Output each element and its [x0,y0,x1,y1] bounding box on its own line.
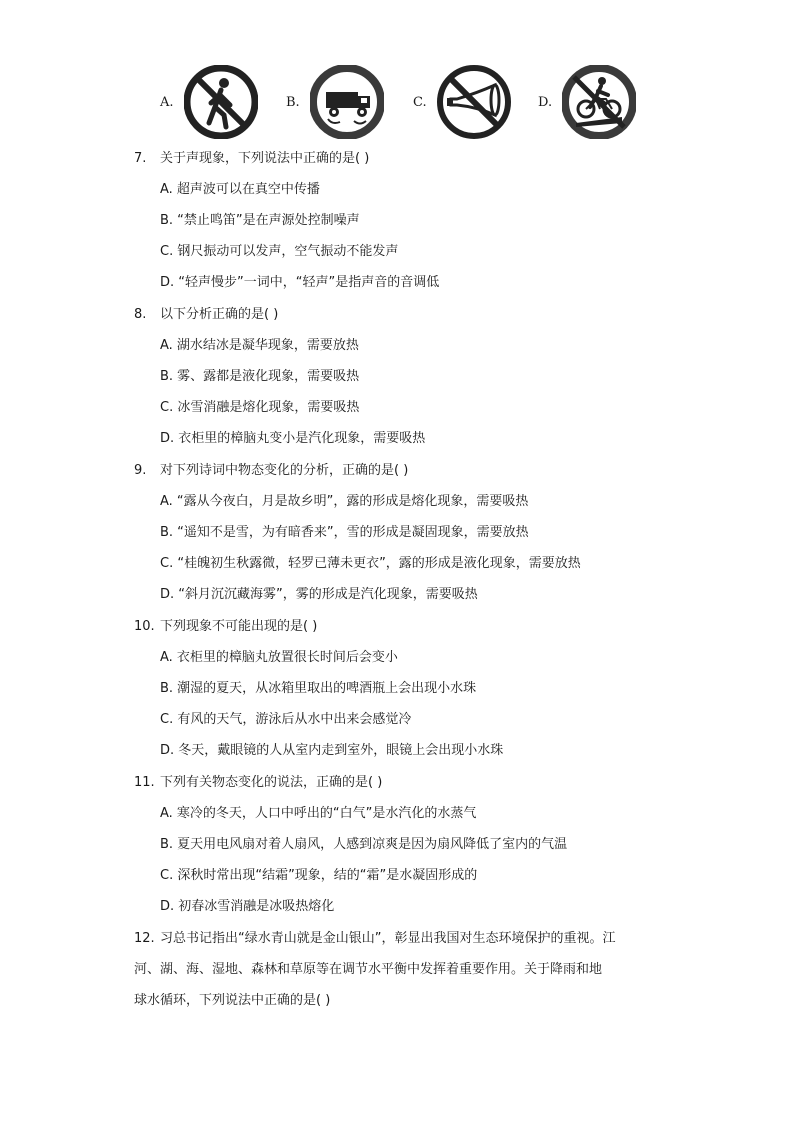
option-c: C. 深秋时常出现“结霜”现象，结的“霜”是水凝固形成的 [160,868,478,883]
sign-options-row [0,62,794,142]
option-d: D. 初春冰雪消融是冰吸热熔化 [160,899,335,914]
option-b: B. 夏天用电风扇对着人扇风，人感到凉爽是因为扇风降低了室内的气温 [160,837,568,852]
sign-option-c [413,62,511,142]
question-number: 10. [134,619,155,634]
question-text: 关于声现象，下列说法中正确的是( ) [160,151,370,166]
question-number: 11. [134,775,155,790]
question-text-line: 习总书记指出“绿水青山就是金山银山”，彰显出我国对生态环境保护的重视。江 [160,931,616,946]
question-number: 9. [134,463,147,478]
option-a: A. 湖水结冰是凝华现象，需要放热 [160,338,359,353]
option-c: C. 有风的天气，游泳后从水中出来会感觉冷 [160,712,412,727]
option-a: A. 超声波可以在真空中传播 [160,182,320,197]
option-c: C. 钢尺振动可以发声，空气振动不能发声 [160,244,399,259]
sign-letter: D. [538,94,553,110]
question-text-line: 球水循环，下列说法中正确的是( ) [134,993,331,1008]
no-pedestrian-icon [184,65,258,139]
question-text: 下列有关物态变化的说法，正确的是( ) [160,775,383,790]
sign-option-b [286,62,384,142]
option-a: A. “露从今夜白，月是故乡明”，露的形成是熔化现象，需要吸热 [160,494,529,509]
option-b: B. 潮湿的夏天，从冰箱里取出的啤酒瓶上会出现小水珠 [160,681,477,696]
option-d: D. 衣柜里的樟脑丸变小是汽化现象，需要吸热 [160,431,426,446]
no-truck-icon [310,65,384,139]
option-d: D. “轻声慢步”一词中，“轻声”是指声音的音调低 [160,275,440,290]
option-d: D. 冬天，戴眼镜的人从室内走到室外，眼镜上会出现小水珠 [160,743,504,758]
no-bicycle-icon [562,65,636,139]
option-a: A. 衣柜里的樟脑丸放置很长时间后会变小 [160,650,398,665]
sign-option-a [160,62,258,142]
no-horn-icon [437,65,511,139]
option-b: B. “禁止鸣笛”是在声源处控制噪声 [160,213,360,228]
option-b: B. 雾、露都是液化现象，需要吸热 [160,369,360,384]
question-text-line: 河、湖、海、湿地、森林和草原等在调节水平衡中发挥着重要作用。关于降雨和地 [134,962,603,977]
sign-letter: A. [160,94,174,110]
question-text: 下列现象不可能出现的是( ) [160,619,318,634]
question-number: 7. [134,151,147,166]
option-a: A. 寒冷的冬天，人口中呼出的“白气”是水汽化的水蒸气 [160,806,477,821]
sign-letter: B. [286,94,300,110]
option-b: B. “遥知不是雪，为有暗香来”，雪的形成是凝固现象，需要放热 [160,525,529,540]
option-d: D. “斜月沉沉藏海雾”，雾的形成是汽化现象，需要吸热 [160,587,478,602]
sign-letter: C. [413,94,427,110]
option-c: C. “桂魄初生秋露微，轻罗已薄未更衣”，露的形成是液化现象，需要放热 [160,556,581,571]
question-number: 8. [134,307,147,322]
question-number: 12. [134,931,155,946]
sign-option-d [538,62,636,142]
question-text: 以下分析正确的是( ) [160,307,279,322]
question-text: 对下列诗词中物态变化的分析，正确的是( ) [160,463,409,478]
option-c: C. 冰雪消融是熔化现象，需要吸热 [160,400,360,415]
